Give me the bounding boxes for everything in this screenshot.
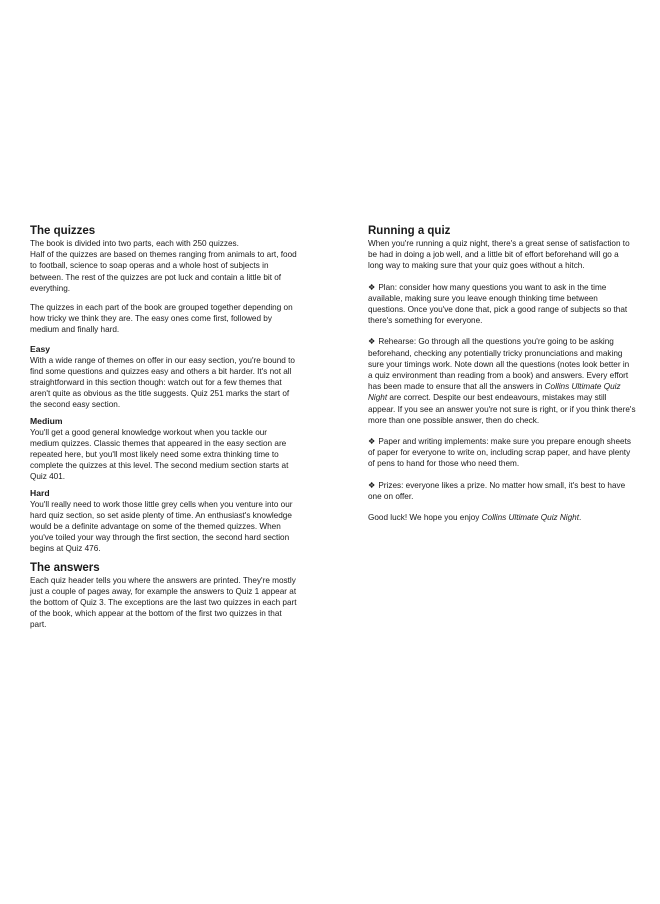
quizzes-paragraph-3: The quizzes in each part of the book are grouped together depending on how tricky we think they are. The easy ones come first, followed by medium and finally hard.	[30, 303, 293, 335]
diamond-bullet-icon: ❖	[368, 480, 376, 490]
easy-paragraph: With a wide range of themes on offer in our easy section, you're bound to find some questions and quizzes easy and others a bit harder. It's not all straightforward in this section though: watch out for a few themes that aren't quite as obvious as the title suggests. Quiz 251 marks the start of the second easy section.	[30, 355, 295, 410]
book-title: Collins Ultimate Quiz Night	[481, 513, 580, 523]
medium-paragraph: You'll get a good general knowledge workout when you tackle our medium quizzes. Classic themes that appeared in the easy section are repeated here, but you'll most likely need some extra thinking time to complete the quizzes at this level. The second medium section starts at Quiz 401.	[30, 427, 289, 482]
quizzes-paragraph-1: The book is divided into two parts, each with 250 quizzes.	[30, 239, 239, 248]
quizzes-heading: The quizzes	[30, 225, 96, 237]
closing-text-start: Good luck! We hope you enjoy	[368, 513, 482, 523]
right-column	[368, 224, 636, 523]
answers-heading: The answers	[30, 561, 100, 574]
diamond-bullet-icon: ❖	[368, 437, 376, 447]
closing-text-end: .	[579, 513, 582, 523]
running-quiz-intro: When you're running a quiz night, there's a great sense of satisfaction to be had in doing a job well, and a little bit of effort beforehand will go a long way to making sure that your quiz goes without a hitch.	[368, 239, 630, 271]
diamond-bullet-icon: ❖	[368, 282, 376, 292]
book-title: Collins Ultimate Quiz Night	[368, 382, 621, 403]
quizzes-paragraph-2: Half of the quizzes are based on themes ranging from animals to art, food to football, science to soap operas and a whole host of subjects in between. The rest of the quizzes are pot luck and contain a little bit of everything.	[30, 250, 297, 293]
medium-heading: Medium	[30, 415, 63, 426]
rehearse-text-start: Rehearse: Go through all the questions you're going to be asking beforehand, checking any potentially tricky pronunciations and making sure your timings work. Note down all the questions (notes look better in a quiz environment than reading from a book) and answers. Every effort has been made to ensure that all the answers in	[368, 337, 630, 392]
prizes-text: Prizes: everyone likes a prize. No matter how small, it's best to have one on offer.	[368, 480, 626, 501]
running-quiz-heading: Running a quiz	[368, 225, 451, 237]
hard-paragraph: You'll really need to work those little grey cells when you venture into our hard quiz section, so set aside plenty of time. An enthusiast's knowledge would be a definite advantage on some of the themed quizzes. When you've toiled your way through the first section, the second hard section begins at Quiz 476.	[30, 499, 293, 554]
closing-line	[368, 512, 636, 523]
diamond-bullet-icon: ❖	[368, 337, 376, 347]
paper-text: Paper and writing implements: make sure you prepare enough sheets of paper for everyone to write on, including scrap paper, and have plenty of pens to hand for those who need them.	[368, 437, 631, 469]
paper-bullet	[368, 436, 636, 470]
plan-text: Plan: consider how many questions you want to ask in the time available, making sure you leave enough thinking time between questions. Once you've done that, pick a good range of subjects so that there's something for everyone.	[368, 282, 628, 326]
plan-bullet	[368, 282, 636, 327]
left-column	[30, 224, 298, 631]
easy-heading: Easy	[30, 343, 51, 354]
rehearse-bullet	[368, 336, 636, 426]
answers-paragraph: Each quiz header tells you where the answers are printed. They're mostly just a couple of pages away, for example the answers to Quiz 1 appear at the bottom of Quiz 3. The exceptions are the last two quizzes in each part of the book, which appear at the bottom of the first two quizzes in that part.	[30, 575, 297, 630]
rehearse-text-end: are correct. Despite our best endeavours, mistakes may still appear. If you see an answer you're not sure is right, or if you think there's more than one possible answer, then do check.	[368, 393, 636, 425]
hard-heading: Hard	[30, 487, 50, 498]
prizes-bullet	[368, 480, 636, 502]
